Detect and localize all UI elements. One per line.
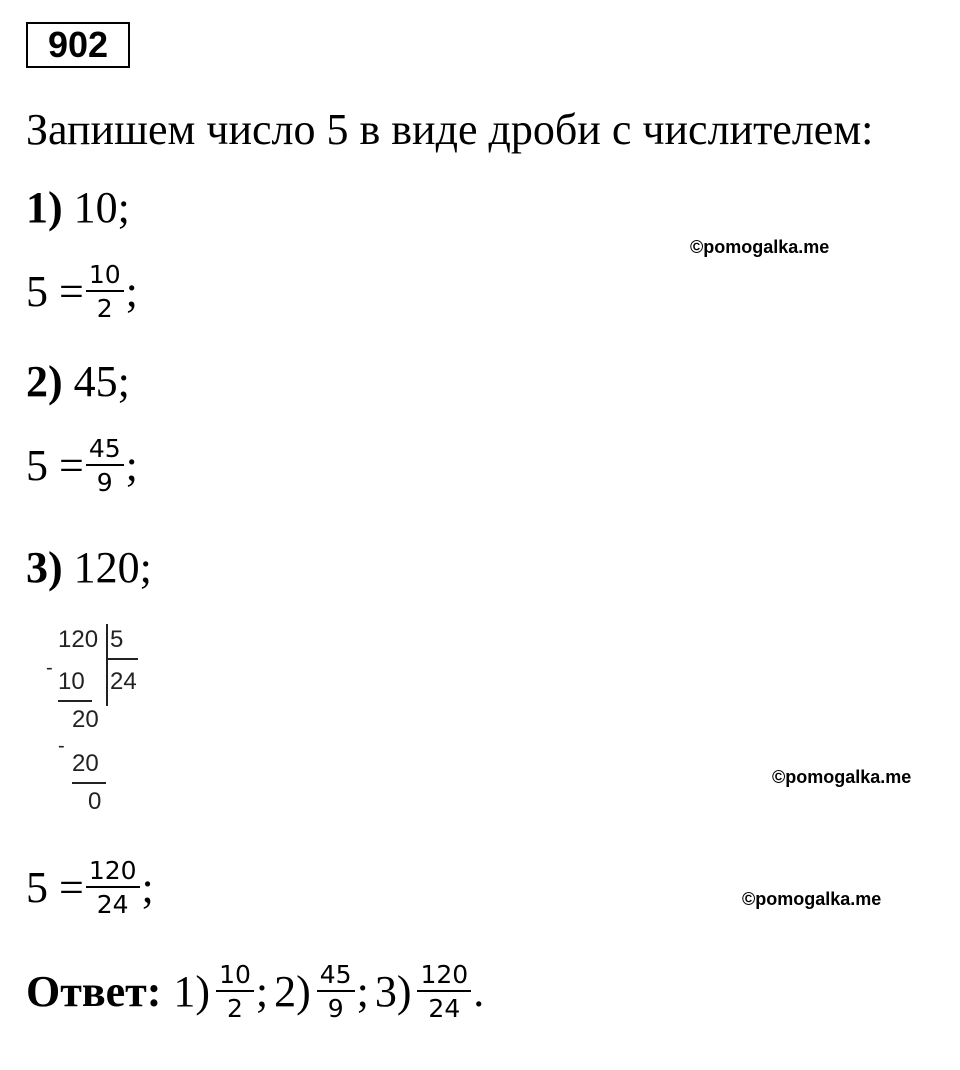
item-3-suffix: ; [141, 862, 154, 912]
item-2-heading [26, 357, 130, 406]
fraction-numerator: 10 [219, 960, 251, 989]
item-3-heading [26, 543, 152, 592]
item-3-value: 120; [73, 543, 152, 592]
answer-1-suffix: ; [255, 966, 269, 1016]
watermark-1: ©pomogalka.me [690, 237, 830, 257]
fraction-numerator: 45 [88, 434, 121, 463]
watermark-3: ©pomogalka.me [742, 889, 882, 909]
division-vertical-line [106, 624, 108, 706]
divisor-underline [108, 658, 138, 660]
item-1-lhs: 5 = [26, 266, 84, 316]
answer-1-fraction [216, 962, 254, 1021]
item-2-suffix: ; [125, 440, 138, 490]
step2-underline [72, 782, 106, 784]
item-3-label: 3) [26, 543, 63, 592]
minus-sign-2: - [58, 735, 65, 757]
problem-number: 902 [26, 22, 130, 68]
long-division [40, 618, 160, 828]
answer-1-prefix: 1) [173, 966, 211, 1016]
answer-3-fraction [417, 962, 471, 1021]
item-2-value: 45; [73, 357, 130, 406]
step1-subtract: 10 [58, 668, 85, 695]
step1-remainder: 20 [72, 706, 99, 733]
fraction-denominator: 9 [96, 468, 113, 497]
answer-2-suffix: ; [356, 966, 369, 1016]
fraction-numerator: 10 [88, 260, 121, 289]
item-2-label: 2) [26, 357, 63, 406]
item-1-fraction [86, 262, 124, 321]
fraction-denominator: 24 [96, 890, 129, 919]
item-3-equation [26, 858, 154, 917]
item-3-lhs: 5 = [26, 862, 84, 912]
answer-line [26, 962, 484, 1021]
fraction-denominator: 24 [428, 994, 461, 1023]
item-1-value: 10; [73, 183, 130, 232]
final-remainder: 0 [88, 788, 102, 815]
quotient: 24 [110, 668, 137, 695]
fraction-numerator: 45 [319, 960, 352, 989]
item-1-equation [26, 262, 138, 321]
answer-3-prefix: 3) [374, 966, 412, 1016]
minus-sign-1: - [46, 657, 53, 679]
dividend: 120 [58, 626, 99, 653]
fraction-denominator: 2 [96, 294, 113, 323]
intro-text: Запишем число 5 в виде дроби с числителем: [26, 105, 874, 154]
item-3-fraction [86, 858, 140, 917]
answer-2-fraction [317, 962, 355, 1021]
item-1-suffix: ; [125, 266, 138, 316]
fraction-denominator: 2 [227, 994, 243, 1023]
divisor: 5 [110, 626, 124, 653]
step1-underline [58, 700, 92, 702]
answer-2-prefix: 2) [274, 966, 311, 1016]
item-1-label: 1) [26, 183, 63, 232]
watermark-2: ©pomogalka.me [772, 767, 912, 787]
fraction-numerator: 120 [420, 960, 469, 989]
item-2-equation [26, 436, 138, 495]
answer-label: Ответ: [26, 966, 162, 1016]
item-2-lhs: 5 = [26, 440, 84, 490]
item-1-heading [26, 183, 130, 232]
step2-subtract: 20 [72, 750, 99, 777]
answer-3-suffix: . [473, 966, 485, 1016]
item-2-fraction [86, 436, 124, 495]
fraction-numerator: 120 [88, 856, 137, 885]
fraction-denominator: 9 [327, 994, 344, 1023]
